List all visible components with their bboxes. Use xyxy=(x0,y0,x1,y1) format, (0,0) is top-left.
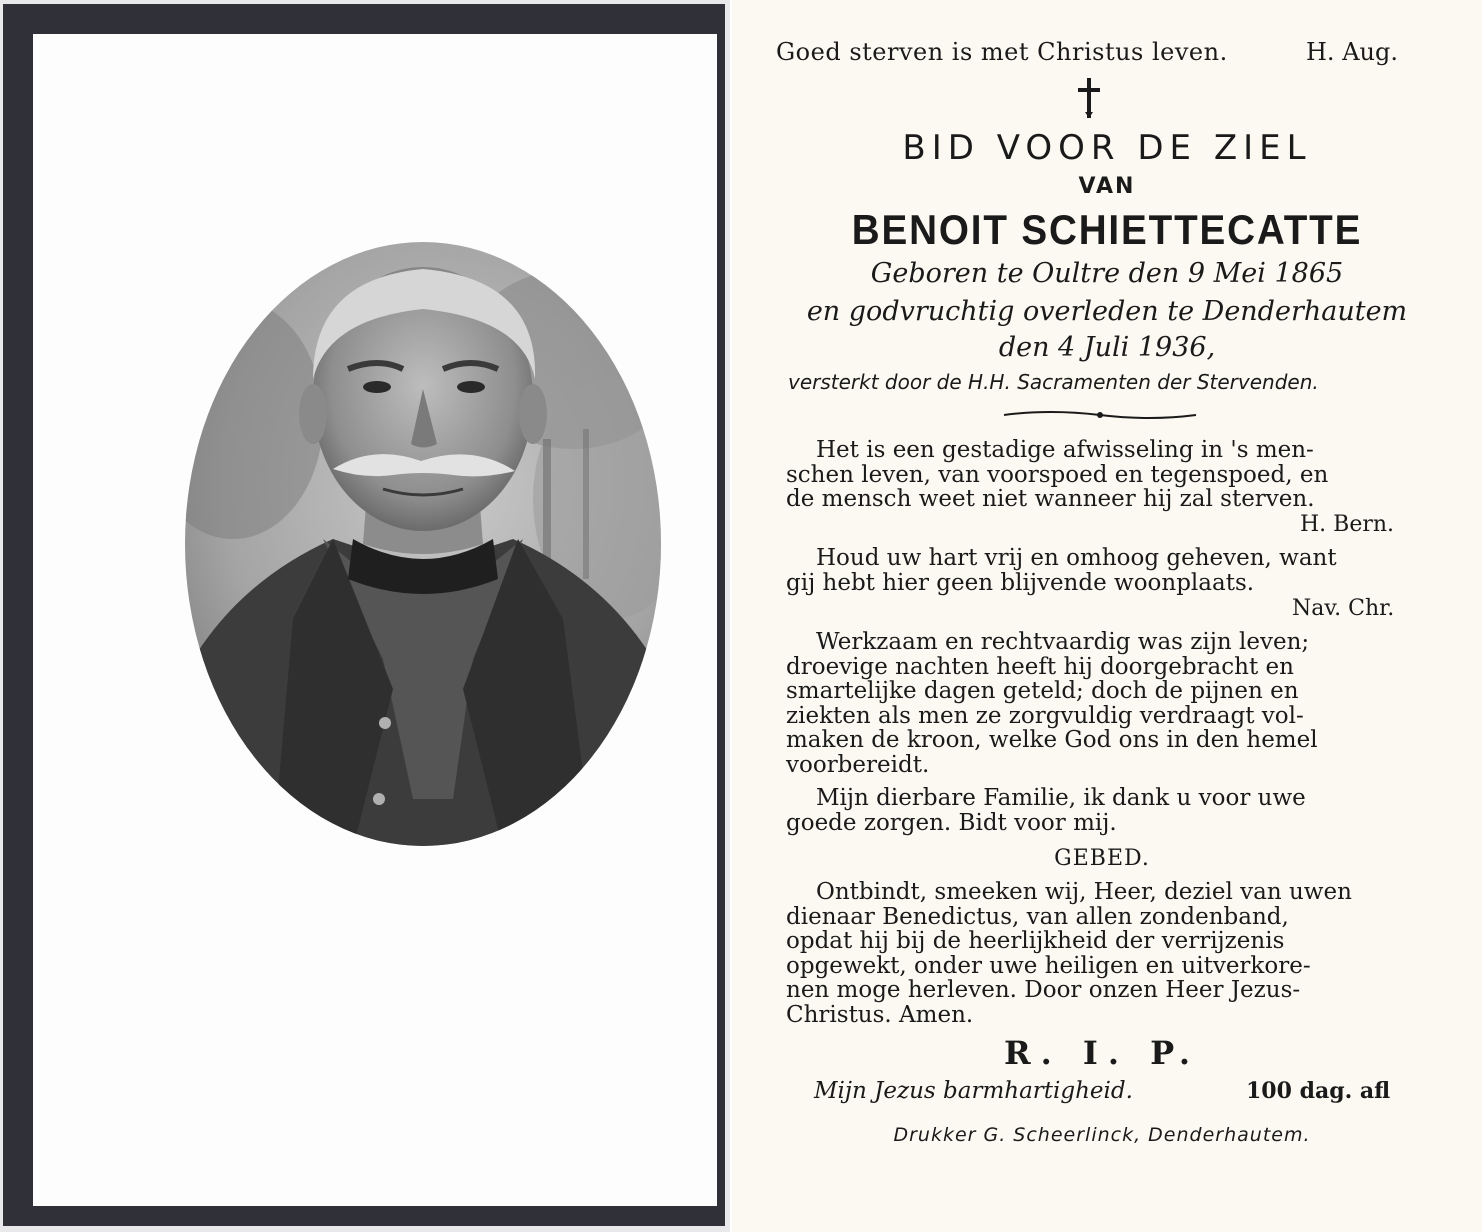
prayer-line: opdat hij bij de heerlijkheid der verrijzenis xyxy=(786,928,1285,955)
rip-text: R. I. P. xyxy=(1003,1034,1201,1072)
verse-line: ziekten als men ze zorgvuldig verdraagt vol- xyxy=(786,702,1304,729)
verse-line: voorbereidt. xyxy=(786,751,930,778)
verse-line: schen leven, van voorspoed en tegenspoed, en xyxy=(786,461,1329,488)
deceased-name: BENOIT SCHIETTECATTE xyxy=(851,206,1363,253)
heading: BID VOOR DE ZIEL xyxy=(902,128,1312,168)
portrait-photo xyxy=(153,239,693,849)
verse-line: droevige nachten heeft hij doorgebracht en xyxy=(786,653,1294,680)
death-place-line: en godvruchtig overleden te Denderhautem xyxy=(806,296,1408,327)
ornamental-divider xyxy=(1000,406,1200,418)
prayer-line: dienaar Benedictus, van allen zondenband, xyxy=(786,903,1289,930)
mourning-border xyxy=(3,4,725,1226)
verse-line: maken de kroon, welke God ons in den hemel xyxy=(786,727,1318,754)
printer-line: Drukker G. Scheerlinck, Denderhautem. xyxy=(893,1124,1311,1146)
prayer-line: Ontbindt, smeeken wij, Heer, deziel van uwen xyxy=(816,879,1352,905)
photo-card-inner xyxy=(33,34,717,1206)
death-date-line: den 4 Juli 1936, xyxy=(998,332,1216,363)
verse-paragraph xyxy=(786,630,1426,778)
verse-line: smartelijke dagen geteld; doch de pijnen en xyxy=(786,678,1299,705)
verse-source: H. Bern. xyxy=(1300,512,1395,537)
verse-line: gij hebt hier geen blijvende woonplaats. xyxy=(786,569,1255,596)
verse-line: Het is een gestadige afwisseling in 's men- xyxy=(816,437,1314,463)
indulgence-days: 100 dag. afl xyxy=(1246,1078,1391,1104)
motto-source: H. Aug. xyxy=(1306,38,1398,66)
verse-paragraph xyxy=(786,546,1426,595)
verse-source: Nav. Chr. xyxy=(1292,596,1395,621)
verse-line: goede zorgen. Bidt voor mij. xyxy=(786,809,1117,836)
van-label: VAN xyxy=(1078,174,1136,199)
verse-line: Houd uw hart vrij en omhoog geheven, want xyxy=(816,545,1337,571)
prayer-paragraph xyxy=(786,880,1426,1028)
sacraments-line: versterkt door de H.H. Sacramenten der Stervenden. xyxy=(788,370,1319,394)
portrait-illustration xyxy=(153,239,693,849)
cross-icon xyxy=(1074,76,1104,120)
motto-text: Goed sterven is met Christus leven. xyxy=(776,38,1228,66)
verse-line: Mijn dierbare Familie, ik dank u voor uwe xyxy=(816,785,1306,811)
prayer-line: nen moge herleven. Door onzen Heer Jezus- xyxy=(786,977,1301,1004)
verse-paragraph xyxy=(786,786,1426,835)
prayer-line: opgewekt, onder uwe heiligen en uitverkore- xyxy=(786,952,1311,979)
prayer-line: Christus. Amen. xyxy=(786,1001,974,1028)
photo-card xyxy=(0,0,730,1232)
birth-line: Geboren te Oultre den 9 Mei 1865 xyxy=(870,258,1344,289)
verse-line: Werkzaam en rechtvaardig was zijn leven; xyxy=(816,629,1310,655)
prayer-card xyxy=(732,0,1482,1232)
verse-line: de mensch weet niet wanneer hij zal sterven. xyxy=(786,486,1315,513)
indulgence-text: Mijn Jezus barmhartigheid. xyxy=(814,1078,1133,1104)
prayer-title: GEBED. xyxy=(1054,846,1150,871)
verse-paragraph xyxy=(786,438,1426,512)
